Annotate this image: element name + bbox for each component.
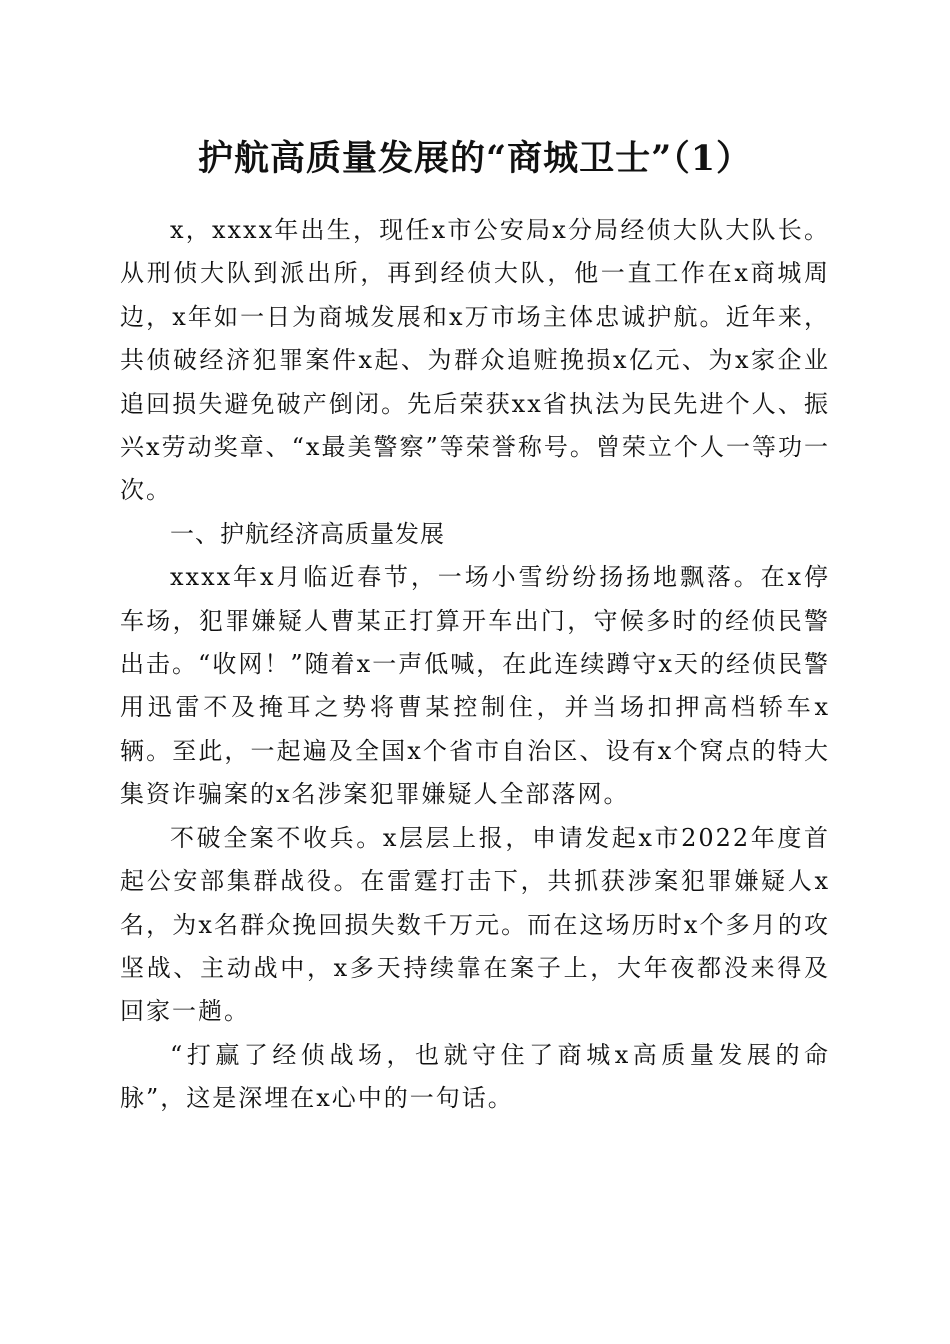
paragraph-campaign: 不破全案不收兵。x层层上报，申请发起x市2022年度首起公安部集群战役。在雷霆打击下，共抓获涉案犯罪嫌疑人x名，为x名群众挽回损失数千万元。而在这场历时x个多月的攻坚战、主动战中，x多天持续靠在案子上，大年夜都没来得及回家一趟。 [120,823,830,1026]
document-body [120,209,830,1121]
paragraph-intro: x，xxxx年出生，现任x市公安局x分局经侦大队大队长。从刑侦大队到派出所，再到经侦大队，他一直工作在x商城周边，x年如一日为商城发展和x万市场主体忠诚护航。近年来，共侦破经济犯罪案件x起、为群众追赃挽损x亿元、为x家企业追回损失避免破产倒闭。先后荣获xx省执法为民先进个人、振兴x劳动奖章、“x最美警察”等荣誉称号。曾荣立个人一等功一次。 [120,216,830,505]
document-title: 护航高质量发展的“商城卫士”（1） [197,138,753,179]
paragraph-quote: “打赢了经侦战场，也就守住了商城x高质量发展的命脉”，这是深埋在x心中的一句话。 [120,1040,830,1113]
paragraph-arrest: xxxx年x月临近春节，一场小雪纷纷扬扬地飘落。在x停车场，犯罪嫌疑人曹某正打算开车出门，守候多时的经侦民警出击。“收网！”随着x一声低喊，在此连续蹲守x天的经侦民警用迅雷不及掩耳之势将曹某控制住，并当场扣押高档轿车x辆。至此，一起遍及全国x个省市自治区、设有x个窝点的特大集资诈骗案的x名涉案犯罪嫌疑人全部落网。 [120,563,830,809]
section-heading: 一、护航经济高质量发展 [170,519,445,548]
